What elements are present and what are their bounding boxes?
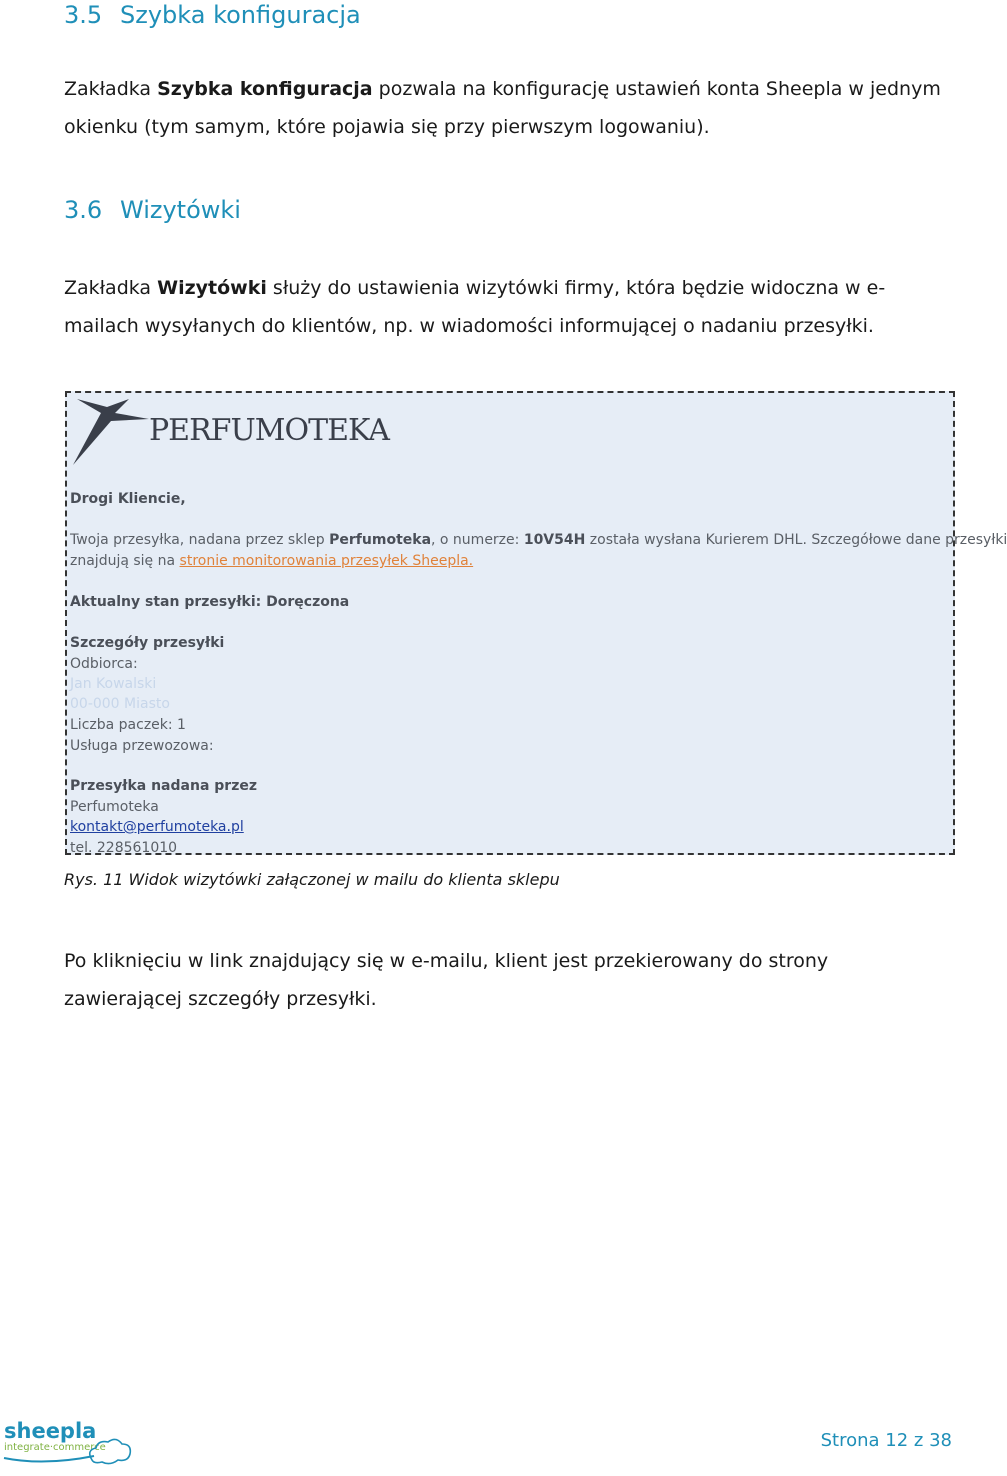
shipment-status	[70, 592, 349, 612]
text: Po kliknięciu w link znajdujący się w e-mailu, klient jest przekierowany do strony	[64, 950, 829, 972]
text: zawierającej szczegóły przesyłki.	[64, 988, 377, 1010]
text: Twoja przesyłka, nadana przez sklep	[70, 532, 330, 548]
recipient-name: Jan Kowalski	[70, 676, 157, 692]
text: znajdują się na	[70, 553, 180, 569]
shipment-message-line-2	[70, 551, 473, 571]
recipient-address: 00-000 Miasto	[70, 696, 170, 712]
text: Zakładka	[64, 277, 158, 299]
text: została wysłana Kurierem DHL. Szczegółowe dane przesyłki	[585, 532, 1007, 548]
section-number: 3.5	[64, 1, 103, 29]
sender-name: Perfumoteka	[70, 799, 159, 815]
logo-wordmark: PERFUMOTEKA	[149, 413, 389, 448]
carrier-service: Usługa przewozowa:	[70, 738, 214, 754]
section-heading-3-5	[64, 0, 361, 30]
tracking-page-link[interactable]: stronie monitorowania przesyłek Sheepla.	[179, 553, 474, 569]
tracking-number: 10V54H	[523, 532, 586, 548]
email-card-figure	[65, 391, 1007, 856]
paragraph-wizytowki	[64, 269, 944, 345]
brand-name: sheepla	[4, 1419, 97, 1443]
bold-term: Szybka konfiguracja	[157, 78, 373, 100]
brand-tagline: integrate·commerce	[4, 1442, 106, 1453]
sender-email-link[interactable]: kontakt@perfumoteka.pl	[70, 819, 244, 835]
shipment-message-line-1	[70, 530, 1007, 550]
text: mailach wysyłanych do klientów, np. w wiadomości informującej o nadaniu przesyłki.	[64, 315, 874, 337]
sender-phone: tel. 228561010	[70, 840, 178, 856]
text: okienku (tym samym, które pojawia się przy pierwszym logowaniu).	[64, 116, 710, 138]
details-title: Szczegóły przesyłki	[70, 635, 225, 651]
text: , o numerze:	[431, 532, 524, 548]
section-heading-3-6	[64, 195, 241, 225]
section-title: Szybka konfiguracja	[120, 1, 361, 29]
bold-term: Wizytówki	[157, 277, 267, 299]
section-title: Wizytówki	[120, 196, 241, 224]
text: służy do ustawienia wizytówki firmy, która będzie widoczna w e-	[266, 277, 886, 299]
footer-logo	[4, 1420, 106, 1454]
recipient-label: Odbiorca:	[70, 656, 138, 672]
sent-by-title: Przesyłka nadana przez	[70, 778, 257, 794]
text: Zakładka	[64, 78, 158, 100]
sheep-cloud-icon	[4, 1436, 134, 1466]
shop-name: Perfumoteka	[329, 532, 432, 548]
figure-caption: Rys. 11 Widok wizytówki załączonej w mailu do klienta sklepu	[64, 870, 560, 889]
paragraph-szybka-konfiguracja	[64, 70, 944, 146]
status-value: Doręczona	[266, 594, 350, 610]
page-number: Strona 12 z 38	[820, 1430, 952, 1451]
package-count: Liczba paczek: 1	[70, 717, 186, 733]
greeting: Drogi Kliencie,	[70, 491, 186, 507]
status-label: Aktualny stan przesyłki:	[70, 594, 267, 610]
bird-logo-icon	[71, 395, 151, 467]
text: pozwala na konfigurację ustawień konta Sheepla w jednym	[372, 78, 941, 100]
section-number: 3.6	[64, 196, 103, 224]
paragraph-closing	[64, 942, 944, 1018]
